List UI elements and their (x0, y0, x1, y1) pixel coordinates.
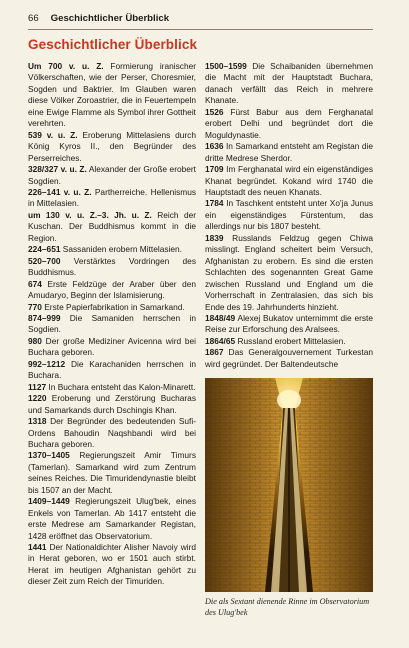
entry-text: In Buchara entsteht das Kalon-Minarett. (46, 381, 196, 392)
entry-text: Im Ferghanatal wird ein eigenständiges Khanat begründet. Kokand wird 1740 die Hauptstadt des neuen Khanats. (205, 164, 373, 197)
entry-text: Fürst Babur aus dem Ferghanatal erobert Delhi und begründet dort die Moguldynastie. (205, 106, 373, 140)
entry-date: 674 (28, 278, 42, 289)
entry-text: Der Nationaldichter Alisher Navoiy wird in Herat geboren, wo er 1501 auch stirbt. Herat im heutigen Afghanistan gehört zu dieser Zeit zum Reich der Timuriden. (28, 542, 196, 587)
timeline-entry (205, 347, 373, 370)
entry-date: 520–700 (28, 255, 61, 266)
timeline-entry (28, 313, 196, 336)
timeline-entry (28, 450, 196, 496)
entry-text: Regierungszeit Amir Timurs (Tamerlan). Samarkand wird zum Zentrum seines Reiches. Die Timuridendynastie bleibt bis 1507 an der Macht. (28, 450, 196, 495)
entry-text: Alexander der Große erobert Sogdien. (28, 164, 196, 186)
page-number: 66 (28, 13, 39, 24)
timeline-entry (28, 359, 196, 382)
entry-date: 1370–1405 (28, 450, 70, 461)
timeline-entry (28, 244, 196, 255)
entry-date: 1318 (28, 416, 47, 427)
left-column (28, 61, 196, 588)
entry-text: Die Samaniden herrschen in Sogdien. (28, 312, 196, 335)
timeline-entry (28, 336, 196, 359)
entry-date: 1784 (205, 198, 224, 209)
timeline-entry (205, 313, 373, 336)
timeline-entry (205, 107, 373, 141)
running-head: Geschichtlicher Überblick (50, 13, 170, 24)
header-rule (28, 29, 373, 30)
timeline-entry (28, 382, 196, 393)
section-title: Geschichtlicher Überblick (28, 37, 198, 52)
entry-date: 1709 (205, 164, 224, 175)
entry-date: 770 (28, 301, 42, 312)
entry-date: 874–999 (28, 312, 61, 323)
entry-text: Partherreiche. Hellenismus in Mittelasien. (28, 186, 197, 209)
entry-date: 1409–1449 (28, 496, 70, 507)
timeline-entry (205, 141, 373, 164)
entry-text: Sassaniden erobern Mittelasien. (60, 244, 183, 255)
entry-date: 1526 (205, 106, 224, 117)
entry-date: 224–651 (28, 244, 61, 255)
entry-text: Regierungszeit Ulug'bek, eines Enkels von Tamerlan. Ab 1417 entsteht die erste Medrese am Samarkander Registan, 1428 eröffnet das Observatorium. (28, 496, 196, 541)
timeline-entry (205, 164, 373, 198)
entry-text: Der Begründer des bedeutenden Sufi-Ordens Bahoudin Naqshbandi wird bei Buchara geboren. (28, 416, 196, 449)
entry-date: 1839 (205, 232, 224, 243)
entry-text: Die Karachaniden herrschen in Buchara. (28, 358, 196, 381)
timeline-entry (28, 496, 196, 542)
entry-date: 1864/65 (205, 335, 236, 346)
entry-text: Die Schaibaniden übernehmen die Macht mit der Hauptstadt Buchara, danach verfällt das Reich in mehrere Khanate. (205, 61, 373, 106)
entry-date: 328/327 v. u. Z. (28, 164, 87, 175)
entry-date: 992–1212 (28, 358, 66, 369)
entry-text: Reich der Kuschan. Der Buddhismus kommt in die Region. (28, 209, 196, 243)
entry-text: Alexej Bukatov unternimmt die erste Reise zur Erforschung des Aralsees. (205, 312, 373, 335)
entry-date: um 130 v. u. Z.–3. Jh. u. Z. (28, 209, 152, 220)
running-header (28, 13, 373, 24)
entry-date: 1220 (28, 393, 47, 404)
entry-text: Russland erobert Mittelasien. (235, 335, 346, 346)
timeline-entry (205, 233, 373, 313)
entry-date: 1500–1599 (205, 61, 247, 71)
timeline-entry (28, 302, 196, 313)
timeline-entry (28, 61, 196, 130)
timeline-entry (28, 393, 196, 416)
entry-text: Eroberung und Zerstörung Bucharas und Samarkands durch Dschingis Khan. (28, 393, 196, 415)
entry-text: Der große Mediziner Avicenna wird bei Buchara geboren. (28, 335, 196, 358)
entry-text: Russlands Feldzug gegen Chiwa misslingt. England scheitert beim Versuch, Afghanistan zu erobern. Es sind die ersten Schlachten des sogenannten Great Game zwischen Russland und England um die Vorherrschaft in Zentralasien, das sich bis Ende des 19. Jahrhunderts hinzieht. (205, 232, 373, 312)
observatory-photo (205, 378, 373, 592)
entry-text: Erste Papierfabrikation in Samarkand. (41, 301, 185, 312)
entry-text: Erste Feldzüge der Araber über den Amudaryo, Beginn der Islamisierung. (28, 278, 196, 301)
entry-text: Verstärktes Vordringen des Buddhismus. (28, 255, 196, 278)
entry-date: 1848/49 (205, 312, 236, 323)
right-column (205, 61, 373, 370)
timeline-entry (205, 336, 373, 347)
timeline-entry (28, 279, 196, 302)
timeline-entry (205, 198, 373, 232)
entry-text: Formierung iranischer Völkerschaften, wie der Perser, Choresmier, Sogden und Baktrier. Im Glauben waren diese Völker Zoroastrier, die in Feuertempeln eine Ewige Flamme als Symbol ihrer Gottheit verehrten. (28, 61, 196, 129)
timeline-entry (28, 164, 196, 187)
entry-date: 1636 (205, 141, 224, 152)
timeline-entry (28, 210, 196, 244)
timeline-entry (28, 187, 196, 210)
timeline-entry (28, 542, 196, 588)
timeline-entry (28, 416, 196, 450)
entry-text: In Taschkent entsteht unter Xo'ja Junus ein eigenständiges Fürstentum, das allerdings nur bis 1807 besteht. (205, 198, 373, 232)
timeline-entry (205, 61, 373, 107)
entry-date: 1127 (28, 381, 47, 392)
entry-date: 1441 (28, 542, 47, 553)
entry-text: Das Generalgouvernement Turkestan wird gegründet. Der Baltendeutsche (205, 347, 373, 369)
entry-date: Um 700 v. u. Z. (28, 61, 104, 71)
photo-caption: Die als Sextant dienende Rinne im Observatorium des Ulug'bek (205, 597, 370, 617)
timeline-entry (28, 130, 196, 164)
entry-text: Eroberung Mittelasiens durch König Kyros II., den Begründer des Perserreiches. (28, 129, 196, 163)
entry-date: 539 v. u. Z. (28, 129, 78, 140)
entry-date: 226–141 v. u. Z. (28, 186, 92, 197)
entry-date: 1867 (205, 347, 224, 358)
timeline-entry (28, 256, 196, 279)
entry-text: In Samarkand entsteht am Registan die dritte Medrese Sherdor. (205, 141, 373, 163)
entry-date: 980 (28, 335, 42, 346)
